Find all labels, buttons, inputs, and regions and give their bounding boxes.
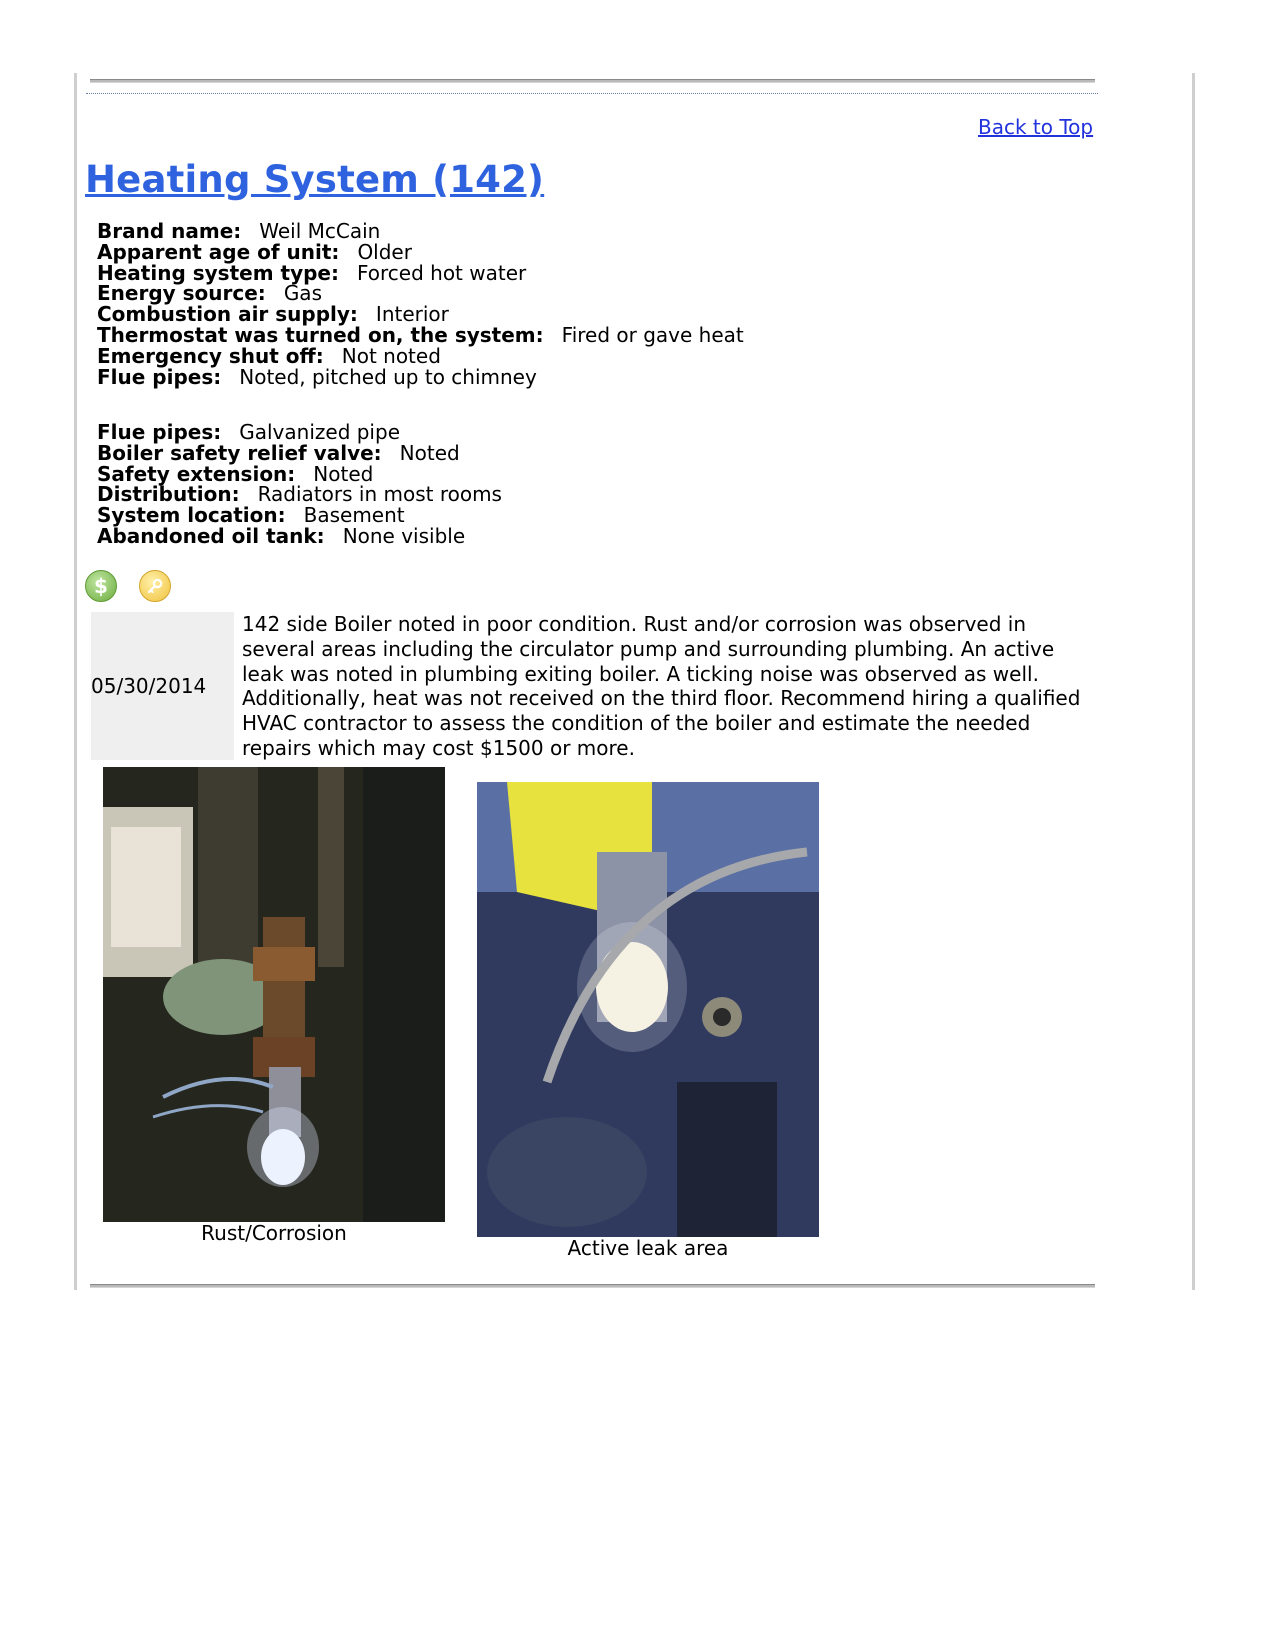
detail-value: Galvanized pipe — [239, 420, 400, 444]
detail-row — [97, 484, 502, 505]
detail-label: Brand name: — [97, 219, 242, 243]
boiler-photo-leak[interactable] — [477, 782, 819, 1237]
comment-text: 142 side Boiler noted in poor condition. Rust and/or corrosion was observed in several areas including the circulator pump and surrounding plumbing. An active leak was noted in plumbing exiting boiler. A ticking noise was observed as well. Additionally, heat was not received on the third floor. Recommend hiring a qualified HVAC contractor to assess the condition of the boiler and estimate the needed repairs which may cost $1500 or more. — [242, 612, 1081, 760]
comment-date-cell — [91, 612, 234, 760]
details-group-2 — [97, 422, 502, 547]
dollar-icon[interactable] — [85, 570, 117, 602]
detail-label: Distribution: — [97, 482, 240, 507]
detail-value: Noted — [313, 461, 374, 486]
detail-row — [97, 283, 744, 304]
detail-label: Emergency shut off: — [97, 343, 324, 368]
detail-row — [97, 523, 502, 548]
detail-value: Gas — [283, 281, 322, 306]
detail-row — [97, 461, 502, 486]
detail-label: Thermostat was turned on, the system: — [97, 322, 544, 347]
comment-date: 05/30/2014 — [91, 674, 207, 698]
detail-row — [97, 343, 744, 368]
detail-label: Flue pipes: — [97, 420, 222, 444]
page-frame-right — [1192, 73, 1195, 1290]
category-icons — [85, 570, 171, 602]
rust-corrosion-image — [103, 767, 445, 1222]
detail-row — [97, 505, 502, 526]
detail-row — [97, 364, 744, 389]
detail-label: Flue pipes: — [97, 364, 222, 389]
key-glyph — [145, 576, 165, 596]
detail-value: Older — [357, 239, 412, 264]
detail-label: Energy source: — [97, 281, 266, 306]
detail-row — [97, 239, 744, 264]
top-divider — [90, 79, 1095, 83]
detail-label: Boiler safety relief valve: — [97, 440, 382, 465]
detail-value: Weil McCain — [259, 219, 381, 243]
detail-value: Basement — [303, 503, 405, 528]
detail-row — [97, 221, 744, 242]
dollar-glyph: $ — [94, 574, 108, 598]
key-icon[interactable] — [139, 570, 171, 602]
detail-row — [97, 322, 744, 347]
photo-caption: Active leak area — [567, 1236, 729, 1260]
back-to-top-link[interactable]: Back to Top — [978, 115, 1094, 139]
detail-row — [97, 440, 502, 465]
detail-label: Heating system type: — [97, 260, 339, 285]
detail-value: Noted, pitched up to chimney — [239, 364, 537, 389]
detail-value: Noted — [399, 440, 460, 465]
detail-value: Interior — [375, 302, 449, 327]
active-leak-image — [477, 782, 819, 1237]
detail-value: Fired or gave heat — [561, 322, 744, 347]
detail-row — [97, 422, 502, 443]
section-title[interactable]: Heating System (142) — [85, 158, 545, 201]
details-group-1 — [97, 221, 744, 387]
page-frame-left — [74, 73, 77, 1290]
detail-value: Forced hot water — [356, 260, 527, 285]
detail-label: Combustion air supply: — [97, 302, 358, 327]
boiler-photo-rust[interactable] — [103, 767, 445, 1222]
detail-label: Safety extension: — [97, 461, 296, 486]
detail-row — [97, 260, 744, 285]
detail-value: Radiators in most rooms — [257, 482, 502, 507]
bottom-divider — [90, 1284, 1095, 1288]
detail-value: None visible — [342, 523, 466, 548]
detail-label: Apparent age of unit: — [97, 239, 340, 264]
dotted-divider — [86, 93, 1098, 94]
detail-value: Not noted — [341, 343, 441, 368]
photo-caption: Rust/Corrosion — [201, 1221, 347, 1245]
detail-label: System location: — [97, 503, 286, 528]
detail-row — [97, 304, 744, 325]
detail-label: Abandoned oil tank: — [97, 523, 325, 548]
